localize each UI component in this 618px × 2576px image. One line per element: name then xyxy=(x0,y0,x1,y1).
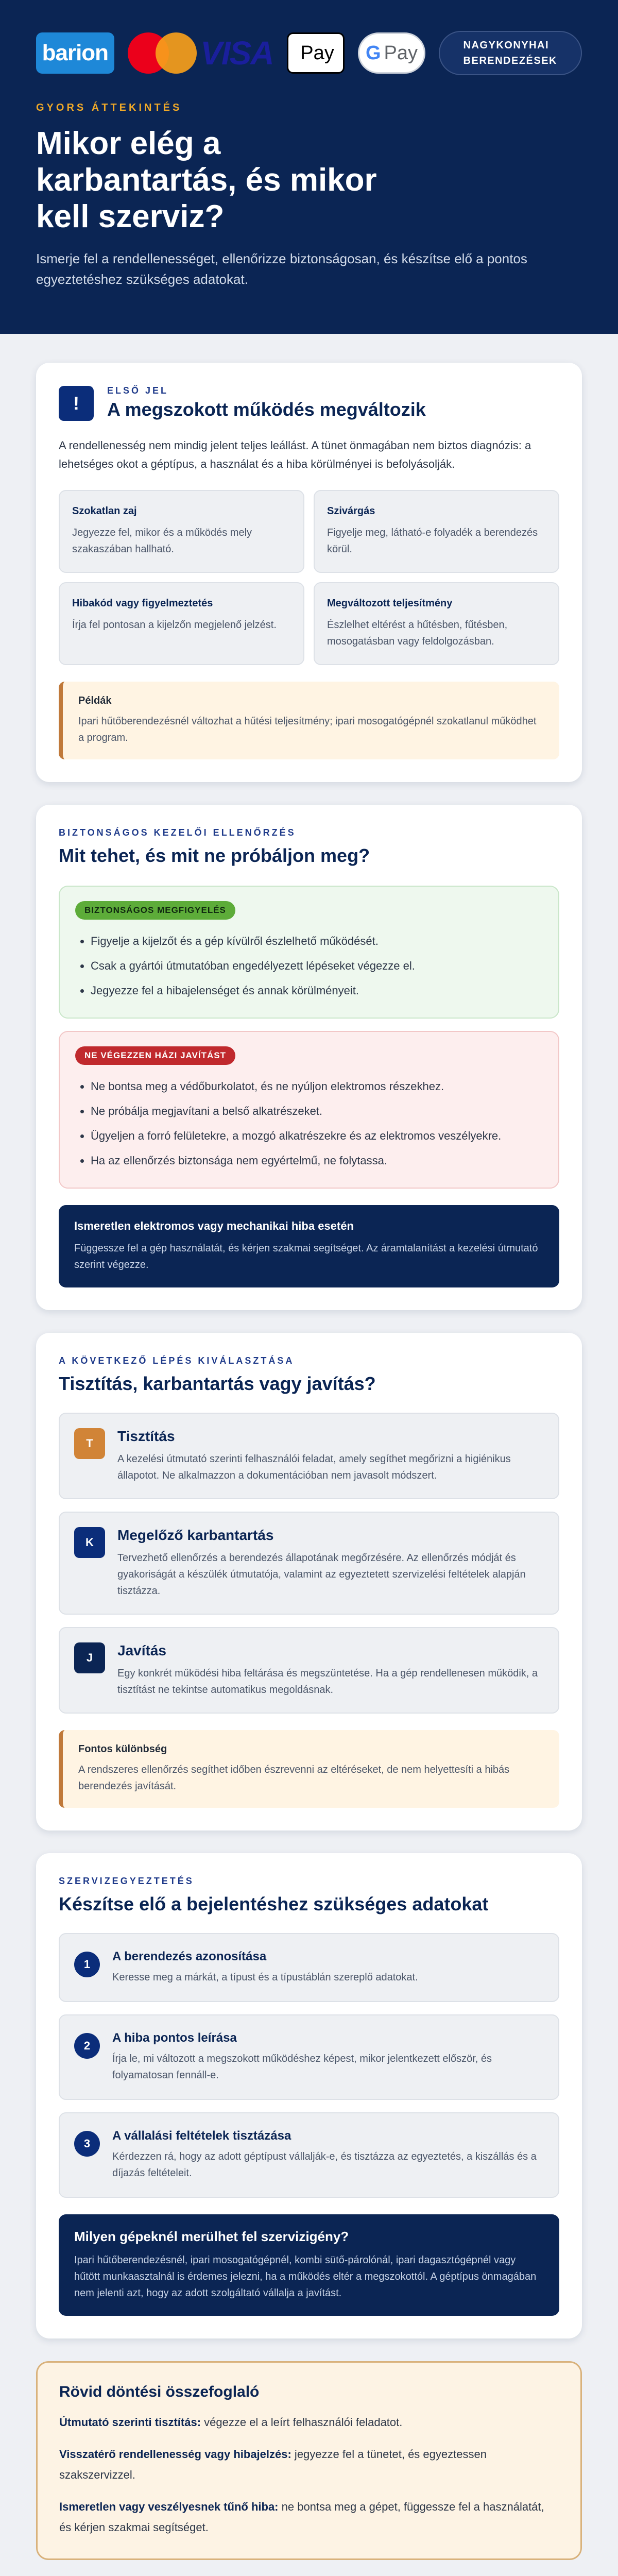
cleaning-icon: T xyxy=(74,1428,105,1459)
tile-desc: Figyelje meg, látható-e folyadék a berendezés körül. xyxy=(327,527,538,555)
page-title: Mikor elég a karbantartás, és mikor kell szerviz? xyxy=(36,126,377,234)
tile-desc: Észlelhet eltérést a hűtésben, fűtésben, mosogatásban vagy feldolgozásban. xyxy=(327,619,508,647)
summary-row-text: ne bontsa meg a gépet, függessze fel a használatát, és kérjen szakmai segítséget. xyxy=(59,2500,544,2534)
step-desc: Kérdezzen rá, hogy az adott géptípust vállalják-e, és tisztázza az egyeztetés, a kiszállás és a díjazás feltételeit. xyxy=(112,2151,537,2179)
option-title: Megelőző karbantartás xyxy=(117,1527,274,1543)
darkbox-title: Milyen gépeknél merülhet fel szervizigény? xyxy=(74,2229,349,2244)
option-desc: Egy konkrét működési hiba feltárása és megszüntetése. Ha a gép rendellenesen működik, a tisztítást ne tekintse automatikus megoldásnak. xyxy=(117,1668,538,1696)
option-repair xyxy=(59,1627,559,1714)
next-step-card xyxy=(36,1333,582,1831)
service-step xyxy=(59,1933,559,2002)
service-step xyxy=(59,2112,559,2198)
section-eyebrow: ELSŐ JEL xyxy=(107,385,169,396)
section-title: Készítse elő a bejelentéshez szükséges adatokat xyxy=(59,1893,489,1914)
note-title: Fontos különbség xyxy=(78,1743,167,1755)
google-g-icon: G xyxy=(365,42,381,64)
tile-title: Hibakód vagy figyelmeztetés xyxy=(72,598,213,609)
summary-row-text: jegyezze fel a tünetet, és egyeztessen szakszervizzel. xyxy=(59,2448,487,2481)
summary-row-label: Ismeretlen vagy veszélyesnek tűnő hiba: xyxy=(59,2500,279,2513)
option-desc: Tervezhető ellenőrzés a berendezés állapotának megőrzésére. Az ellenőrzés módját és gyakoriságát a készülék útmutatója, valamint az egyeztetett szervizelési feltételek alapján tisztázza. xyxy=(117,1552,526,1597)
alert-icon: ! xyxy=(59,386,94,421)
tile-title: Megváltozott teljesítmény xyxy=(327,598,453,609)
option-title: Tisztítás xyxy=(117,1428,175,1444)
visa-logo: VISA xyxy=(200,35,273,72)
option-title: Javítás xyxy=(117,1642,166,1658)
list-item: • Ügyeljen a forró felületekre, a mozgó alkatrészekre és az elektromos veszélyekre. xyxy=(91,1124,543,1148)
darkbox-title: Ismeretlen elektromos vagy mechanikai hiba esetén xyxy=(74,1219,354,1232)
darkbox-desc: Ipari hűtőberendezésnél, ipari mosogatógépnél, kombi sütő-párolónál, ipari dagasztógépnél vagy hűtött munkaasztalnál is érdemes jelezni, ha a működés eltér a megszokottól. A géptípus önmagában nem jelenti azt, hogy az adott szolgáltató vállalja a javítást. xyxy=(74,2255,537,2299)
note-title: Példák xyxy=(78,695,112,706)
list-item: • Figyelje a kijelzőt és a gép kívülről észlelhető működését. xyxy=(91,929,543,954)
step-title: A vállalási feltételek tisztázása xyxy=(112,2129,291,2143)
darkbox-desc: Függessze fel a gép használatát, és kérjen szakmai segítséget. Az áramtalanítást a kezelési útmutató szerint végezze. xyxy=(74,1243,538,1270)
tile-title: Szokatlan zaj xyxy=(72,505,137,517)
unknown-fault-box xyxy=(59,1205,559,1287)
mastercard-logo xyxy=(128,32,187,74)
section-title: A megszokott működés megváltozik xyxy=(107,399,426,420)
safe-tag: BIZTONSÁGOS MEGFIGYELÉS xyxy=(75,901,235,920)
maintenance-icon: K xyxy=(74,1527,105,1558)
brand-line-1: NAGYKONYHAI xyxy=(463,40,550,51)
tile-title: Szivárgás xyxy=(327,505,375,517)
summary-row-text: végezze el a leírt felhasználói feladatot. xyxy=(201,2416,403,2429)
symptom-tile xyxy=(59,490,304,573)
payment-logos xyxy=(36,31,582,75)
main-content xyxy=(0,334,618,2560)
list-item: • Ne próbálja megjavítani a belső alkatrészeket. xyxy=(91,1099,543,1124)
machine-types-box xyxy=(59,2214,559,2316)
no-repair-box xyxy=(59,1031,559,1189)
step-title: A berendezés azonosítása xyxy=(112,1950,267,1963)
symptom-grid xyxy=(59,490,559,665)
tile-desc: Írja fel pontosan a kijelzőn megjelenő jelzést. xyxy=(72,619,277,631)
google-pay-logo xyxy=(358,32,425,74)
hero-eyebrow: GYORS ÁTTEKINTÉS xyxy=(36,102,182,113)
step-title: A hiba pontos leírása xyxy=(112,2031,237,2045)
summary-row xyxy=(59,2444,559,2485)
step-desc: Írja le, mi változott a megszokott működéshez képest, mikor jelentkezett először, és folyamatosan fennáll-e. xyxy=(112,2053,492,2081)
step-number: 1 xyxy=(74,1952,100,1977)
summary-row xyxy=(59,2497,559,2538)
option-desc: A kezelési útmutató szerinti felhasználói feladat, amely segíthet megőrizni a higiénikus állapotot. Ne alkalmazzon a dokumentációban nem javasolt módszert. xyxy=(117,1453,511,1481)
summary-row-label: Visszatérő rendellenesség vagy hibajelzés: xyxy=(59,2448,291,2461)
section-title: Tisztítás, karbantartás vagy javítás? xyxy=(59,1373,376,1394)
safety-card xyxy=(36,805,582,1310)
hero-header xyxy=(0,0,618,334)
symptom-tile xyxy=(59,582,304,665)
barion-logo: barion xyxy=(36,32,114,74)
summary-row xyxy=(59,2412,559,2433)
repair-icon: J xyxy=(74,1642,105,1673)
section-eyebrow: A KÖVETKEZŐ LÉPÉS KIVÁLASZTÁSA xyxy=(59,1355,295,1366)
step-desc: Keresse meg a márkát, a típust és a típustáblán szereplő adatokat. xyxy=(112,1972,418,1983)
list-item: • Ne bontsa meg a védőburkolatot, és ne nyúljon elektromos részekhez. xyxy=(91,1074,543,1099)
section-eyebrow: SZERVIZEGYEZTETÉS xyxy=(59,1876,194,1886)
section-body: A rendellenesség nem mindig jelent teljes leállást. A tünet önmagában nem biztos diagnózis: a lehetséges okot a géptípus, a használat és a hiba körülményei is befolyásolják. xyxy=(59,439,531,470)
service-card xyxy=(36,1853,582,2338)
brand-line-2: BERENDEZÉSEK xyxy=(463,55,558,66)
decision-summary xyxy=(36,2361,582,2560)
summary-row-label: Útmutató szerinti tisztítás: xyxy=(59,2416,201,2429)
summary-title: Rövid döntési összefoglaló xyxy=(59,2383,260,2400)
symptom-tile xyxy=(314,582,559,665)
list-item: • Jegyezze fel a hibajelenséget és annak körülményeit. xyxy=(91,978,543,1003)
step-number: 2 xyxy=(74,2033,100,2059)
important-difference-note xyxy=(59,1730,559,1808)
apple-pay-logo xyxy=(287,32,345,74)
list-item: • Csak a gyártói útmutatóban engedélyezett lépéseket végezze el. xyxy=(91,954,543,978)
first-signal-card xyxy=(36,363,582,782)
service-step xyxy=(59,2014,559,2100)
safe-observation-box xyxy=(59,886,559,1019)
note-desc: Ipari hűtőberendezésnél változhat a hűtési teljesítmény; ipari mosogatógépnél szokatlanul működhet a program. xyxy=(78,716,537,743)
option-maintenance xyxy=(59,1512,559,1615)
section-title: Mit tehet, és mit ne próbáljon meg? xyxy=(59,845,370,866)
examples-note xyxy=(59,682,559,759)
option-cleaning xyxy=(59,1413,559,1499)
hero-lead: Ismerje fel a rendellenességet, ellenőrizze biztonságosan, és készítse elő a pontos egyeztetéshez szükséges adatokat. xyxy=(36,251,527,287)
brand-pill[interactable] xyxy=(439,31,582,75)
apple-pay-label: Pay xyxy=(300,42,334,64)
section-eyebrow: BIZTONSÁGOS KEZELŐI ELLENŐRZÉS xyxy=(59,827,296,838)
list-item: • Ha az ellenőrzés biztonsága nem egyértelmű, ne folytassa. xyxy=(91,1148,543,1173)
symptom-tile xyxy=(314,490,559,573)
tile-desc: Jegyezze fel, mikor és a működés mely szakaszában hallható. xyxy=(72,527,252,555)
google-pay-label: Pay xyxy=(384,42,418,64)
note-desc: A rendszeres ellenőrzés segíthet időben észrevenni az eltéréseket, de nem helyettesíti a hibás berendezés javítását. xyxy=(78,1764,510,1792)
step-number: 3 xyxy=(74,2131,100,2157)
warning-tag: NE VÉGEZZEN HÁZI JAVÍTÁST xyxy=(75,1046,235,1065)
